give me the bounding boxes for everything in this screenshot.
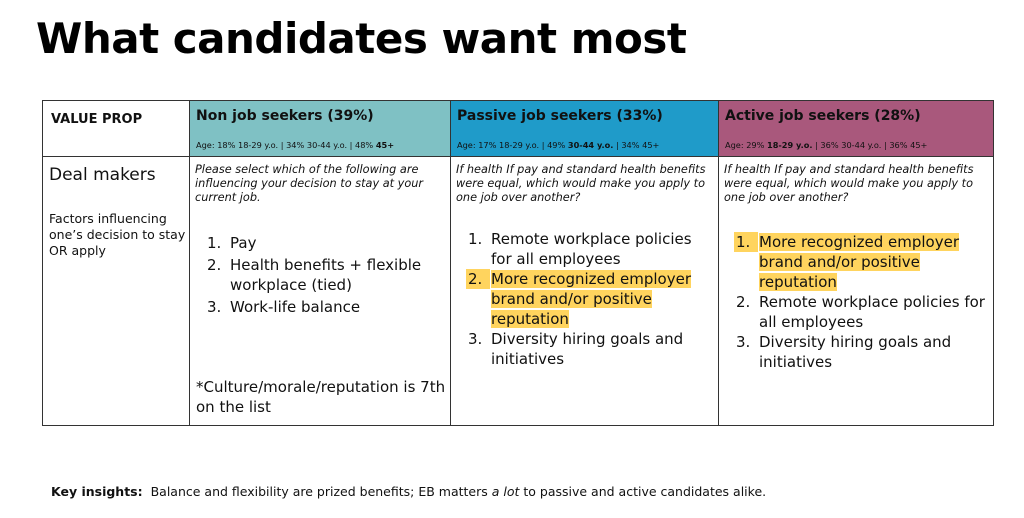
- passive-job-seekers-age: Age: 17% 18-29 y.o. | 49% 30-44 y.o. | 34% 45+: [457, 140, 660, 150]
- list-item-text: More recognized employer brand and/or positive reputation: [491, 270, 692, 328]
- non-job-seekers-list: [194, 233, 442, 319]
- list-item: [194, 297, 442, 317]
- list-item-text: Diversity hiring goals and initiatives: [491, 330, 684, 368]
- list-item-text: Work-life balance: [230, 298, 361, 316]
- list-item-number: 1.: [207, 234, 222, 252]
- value-prop-label: VALUE PROP: [51, 112, 143, 127]
- list-item: [723, 232, 991, 292]
- deal-makers-row: [43, 157, 994, 426]
- list-item-number: 3.: [468, 330, 483, 348]
- list-item-number: 3.: [736, 333, 751, 351]
- deal-makers-title: Deal makers: [49, 165, 156, 185]
- list-item-text: Pay: [230, 234, 257, 252]
- list-item: [455, 229, 713, 269]
- active-job-seekers-question: If health If pay and standard health benefits were equal, which would make you apply to one job over another?: [724, 163, 974, 204]
- list-item-text: Remote workplace policies for all employees: [759, 293, 985, 331]
- page-title: What candidates want most: [36, 14, 687, 63]
- list-item: [194, 233, 442, 253]
- list-item-text: Remote workplace policies for all employees: [491, 230, 692, 268]
- non-job-seekers-cell: [190, 157, 451, 426]
- non-job-seekers-note: *Culture/morale/reputation is 7th on the list: [196, 378, 446, 416]
- active-job-seekers-title: Active job seekers (28%): [725, 108, 921, 124]
- list-item-text: Diversity hiring goals and initiatives: [759, 333, 952, 371]
- comparison-table: [42, 100, 994, 426]
- list-item-number: 2.: [736, 293, 751, 311]
- passive-job-seekers-header: [451, 101, 719, 157]
- deal-makers-description: Factors influencing one’s decision to stay OR apply: [49, 211, 186, 258]
- value-prop-header: [43, 101, 190, 157]
- non-job-seekers-header: [190, 101, 451, 157]
- list-item-number: 2.: [207, 256, 222, 274]
- passive-job-seekers-question: If health If pay and standard health benefits were equal, which would make you apply to one job over another?: [456, 163, 706, 204]
- list-item: [723, 292, 991, 332]
- passive-job-seekers-cell: [451, 157, 719, 426]
- non-job-seekers-question: Please select which of the following are influencing your decision to stay at your current job.: [195, 163, 424, 204]
- active-job-seekers-age: Age: 29% 18-29 y.o. | 36% 30-44 y.o. | 36% 45+: [725, 140, 928, 150]
- passive-job-seekers-list: [455, 229, 713, 369]
- deal-makers-cell: [43, 157, 190, 426]
- list-item-text: More recognized employer brand and/or positive reputation: [759, 233, 960, 291]
- key-insights: Key insights: Balance and flexibility are prized benefits; EB matters a lot to passive and active candidates alike.: [51, 484, 767, 499]
- active-job-seekers-list: [723, 232, 991, 372]
- list-item-number: 1.: [468, 230, 483, 248]
- non-job-seekers-title: Non job seekers (39%): [196, 108, 374, 124]
- list-item-number: 2.: [466, 269, 490, 289]
- list-item-number: 3.: [207, 298, 222, 316]
- list-item-text: Health benefits + flexible workplace (tied): [230, 256, 422, 294]
- passive-job-seekers-title: Passive job seekers (33%): [457, 108, 663, 124]
- header-row: [43, 101, 994, 157]
- key-insights-label: Key insights:: [51, 484, 143, 499]
- non-job-seekers-age: Age: 18% 18-29 y.o. | 34% 30-44 y.o. | 48% 45+: [196, 140, 395, 150]
- list-item: [455, 329, 713, 369]
- list-item: [455, 269, 713, 329]
- active-job-seekers-cell: [719, 157, 994, 426]
- list-item-number: 1.: [734, 232, 758, 252]
- list-item: [723, 332, 991, 372]
- list-item: [194, 255, 442, 295]
- active-job-seekers-header: [719, 101, 994, 157]
